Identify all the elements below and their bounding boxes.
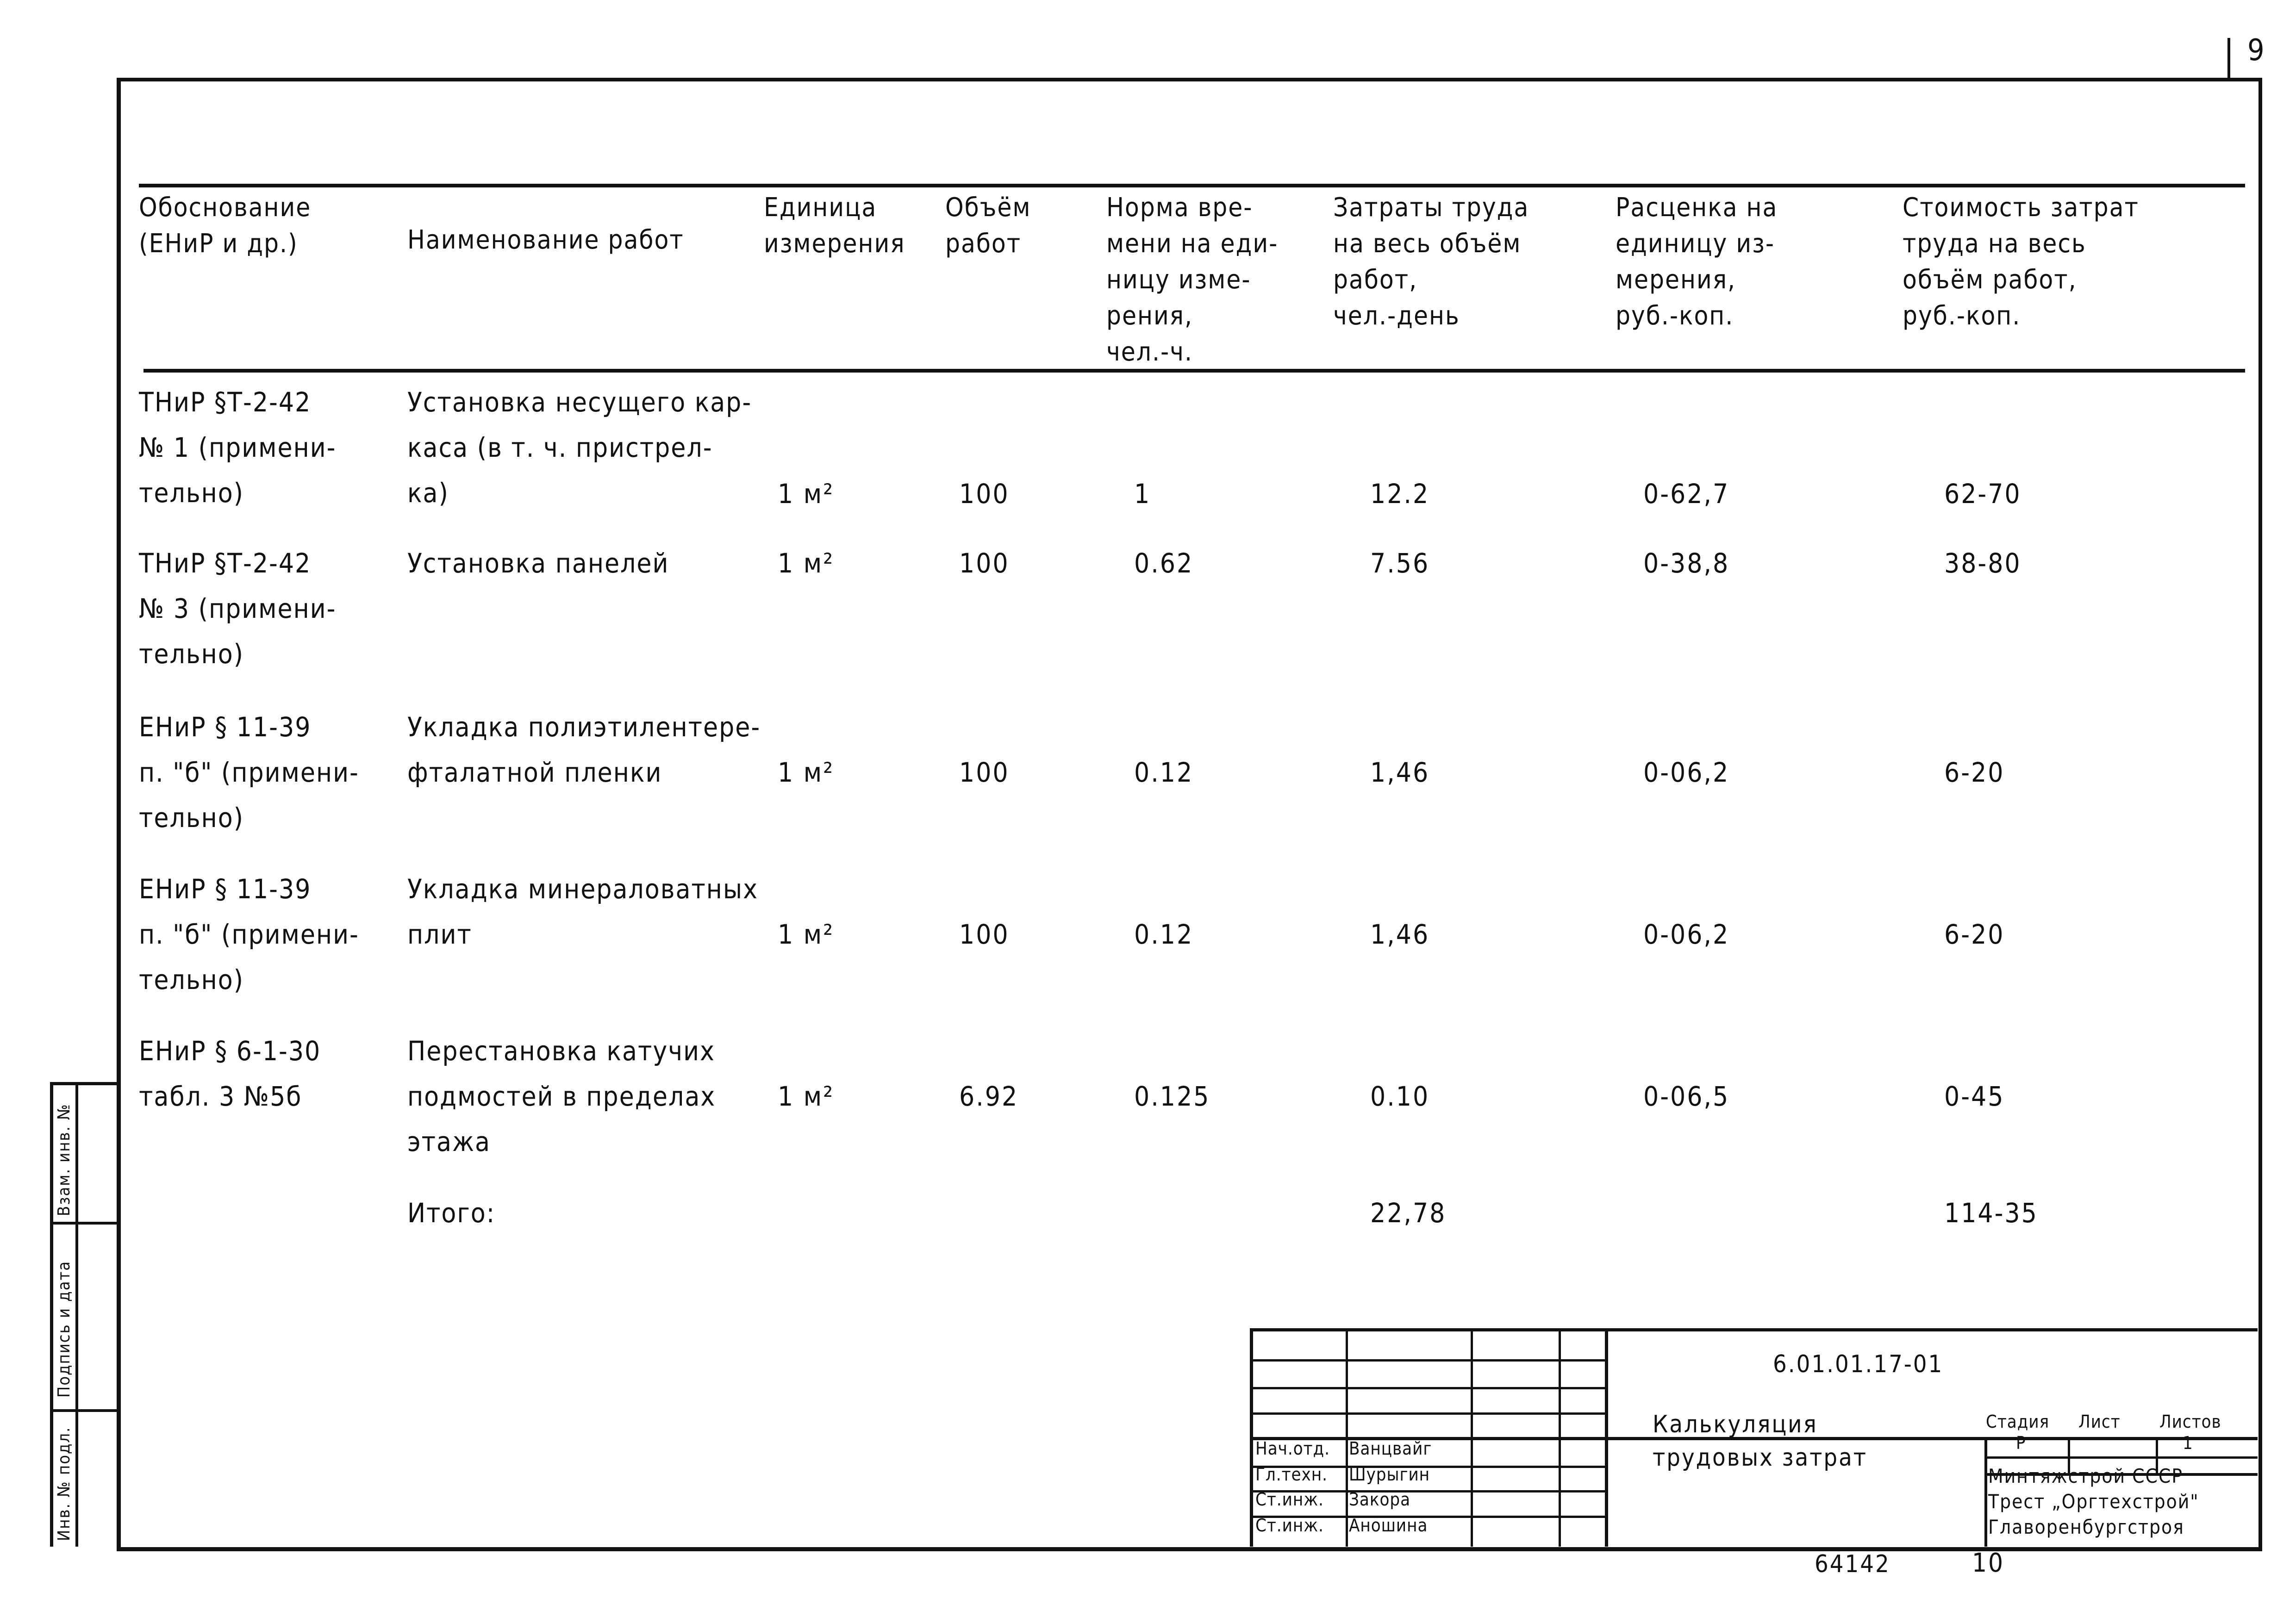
row-norm: 0.12 bbox=[1134, 919, 1194, 950]
side-stamp-sign-date: Подпись и дата bbox=[55, 1260, 74, 1398]
header-rate: Расценка на единицу из- мерения, руб.-коп. bbox=[1616, 193, 1778, 331]
row-volume: 100 bbox=[959, 757, 1010, 788]
footer-doc-number: 64142 bbox=[1815, 1550, 1890, 1578]
side-stamp-row-line bbox=[53, 1222, 120, 1225]
sheets-label: Листов bbox=[2159, 1412, 2221, 1432]
role-label: Гл.техн. bbox=[1255, 1464, 1328, 1485]
row-rate: 0-06,2 bbox=[1643, 757, 1730, 788]
row-work: Укладка полиэтилентере- фталатной пленки bbox=[407, 711, 761, 788]
row-cost: 6-20 bbox=[1944, 757, 2005, 788]
role-label: Ст.инж. bbox=[1255, 1489, 1324, 1510]
header-volume: Объём работ bbox=[945, 193, 1031, 259]
row-volume: 100 bbox=[959, 478, 1010, 510]
side-stamp-inv-repl: Взам. инв. № bbox=[55, 1103, 74, 1216]
header-basis: Обоснование (ЕНиР и др.) bbox=[139, 193, 312, 259]
row-basis: ЕНиР § 11-39 п. "б" (примени- тельно) bbox=[139, 711, 359, 833]
row-unit: 1 м² bbox=[778, 757, 835, 788]
row-cost: 62-70 bbox=[1944, 478, 2021, 510]
row-norm: 0.62 bbox=[1134, 547, 1194, 579]
row-norm: 0.12 bbox=[1134, 757, 1194, 788]
row-labor: 7.56 bbox=[1370, 547, 1430, 579]
title-block-code: 6.01.01.17-01 bbox=[1773, 1350, 1944, 1378]
role-label: Нач.отд. bbox=[1255, 1438, 1330, 1459]
row-unit: 1 м² bbox=[778, 478, 835, 510]
row-unit: 1 м² bbox=[778, 1081, 835, 1112]
sheet-label: Лист bbox=[2078, 1412, 2121, 1432]
row-norm: 1 bbox=[1134, 478, 1151, 510]
row-cost: 6-20 bbox=[1944, 919, 2005, 950]
header-time-norm: Норма вре- мени на еди- ницу изме- рения, чел.-ч. bbox=[1106, 193, 1279, 367]
row-cost: 0-45 bbox=[1944, 1081, 2005, 1112]
role-name: Закора bbox=[1349, 1489, 1411, 1510]
row-volume: 100 bbox=[959, 547, 1010, 579]
row-basis: ЕНиР § 6-1-30 табл. 3 №5б bbox=[139, 1035, 321, 1112]
total-label: Итого: bbox=[407, 1197, 496, 1229]
row-rate: 0-06,5 bbox=[1643, 1081, 1730, 1112]
header-total-cost: Стоимость затрат труда на весь объём работ, руб.-коп. bbox=[1903, 193, 2139, 331]
row-labor: 1,46 bbox=[1370, 757, 1430, 788]
side-stamp-row-line bbox=[53, 1409, 120, 1412]
title-grid-line bbox=[1984, 1437, 1987, 1547]
title-grid-line bbox=[1984, 1456, 2258, 1459]
row-labor: 0.10 bbox=[1370, 1081, 1430, 1112]
row-rate: 0-62,7 bbox=[1643, 478, 1730, 510]
organization: Минтяжстрой СССР Трест „Оргтехстрой" Главоренбургстроя bbox=[1988, 1465, 2199, 1538]
row-work: Укладка минераловатных плит bbox=[407, 873, 759, 950]
role-label: Ст.инж. bbox=[1255, 1515, 1324, 1536]
row-rate: 0-38,8 bbox=[1643, 547, 1730, 579]
row-basis: ТНиР §Т-2-42 № 3 (примени- тельно) bbox=[139, 547, 337, 670]
role-name: Ванцвайг bbox=[1349, 1438, 1432, 1459]
role-name: Шурыгин bbox=[1349, 1464, 1430, 1485]
title-grid-line bbox=[1253, 1387, 1605, 1389]
row-unit: 1 м² bbox=[778, 547, 835, 579]
row-norm: 0.125 bbox=[1134, 1081, 1210, 1112]
side-stamp-inv-orig: Инв. № подл. bbox=[55, 1426, 74, 1541]
row-cost: 38-80 bbox=[1944, 547, 2021, 579]
row-unit: 1 м² bbox=[778, 919, 835, 950]
row-labor: 1,46 bbox=[1370, 919, 1430, 950]
row-volume: 6.92 bbox=[959, 1081, 1019, 1112]
role-name: Аношина bbox=[1349, 1515, 1428, 1536]
row-work: Установка панелей bbox=[407, 547, 669, 579]
row-work: Установка несущего кар- каса (в т. ч. пристрел- ка) bbox=[407, 386, 752, 509]
page-number-mark bbox=[2227, 38, 2230, 80]
row-work: Перестановка катучих подмостей в пределах этажа bbox=[407, 1035, 716, 1157]
row-basis: ТНиР §Т-2-42 № 1 (примени- тельно) bbox=[139, 386, 337, 509]
side-stamp-divider bbox=[75, 1085, 78, 1547]
row-volume: 100 bbox=[959, 919, 1010, 950]
page-number: 9 bbox=[2247, 33, 2265, 68]
title-block-title: Калькуляция трудовых затрат bbox=[1653, 1411, 1868, 1472]
footer-page: 10 bbox=[1972, 1548, 2005, 1578]
total-cost: 114-35 bbox=[1944, 1197, 2038, 1229]
header-unit: Единица измерения bbox=[764, 193, 905, 259]
header-labor-cost: Затраты труда на весь объём работ, чел.-день bbox=[1333, 193, 1529, 331]
title-grid-line bbox=[1253, 1412, 1605, 1415]
row-rate: 0-06,2 bbox=[1643, 919, 1730, 950]
header-work-name: Наименование работ bbox=[407, 225, 684, 255]
stage-label: Стадия bbox=[1986, 1412, 2050, 1432]
title-grid-line bbox=[1253, 1359, 1605, 1362]
table-top-rule bbox=[139, 184, 2245, 187]
stage-value: Р bbox=[2016, 1433, 2026, 1453]
total-labor: 22,78 bbox=[1370, 1197, 1447, 1229]
row-basis: ЕНиР § 11-39 п. "б" (примени- тельно) bbox=[139, 873, 359, 995]
sheets-value: 1 bbox=[2183, 1433, 2193, 1453]
row-labor: 12.2 bbox=[1370, 478, 1430, 510]
